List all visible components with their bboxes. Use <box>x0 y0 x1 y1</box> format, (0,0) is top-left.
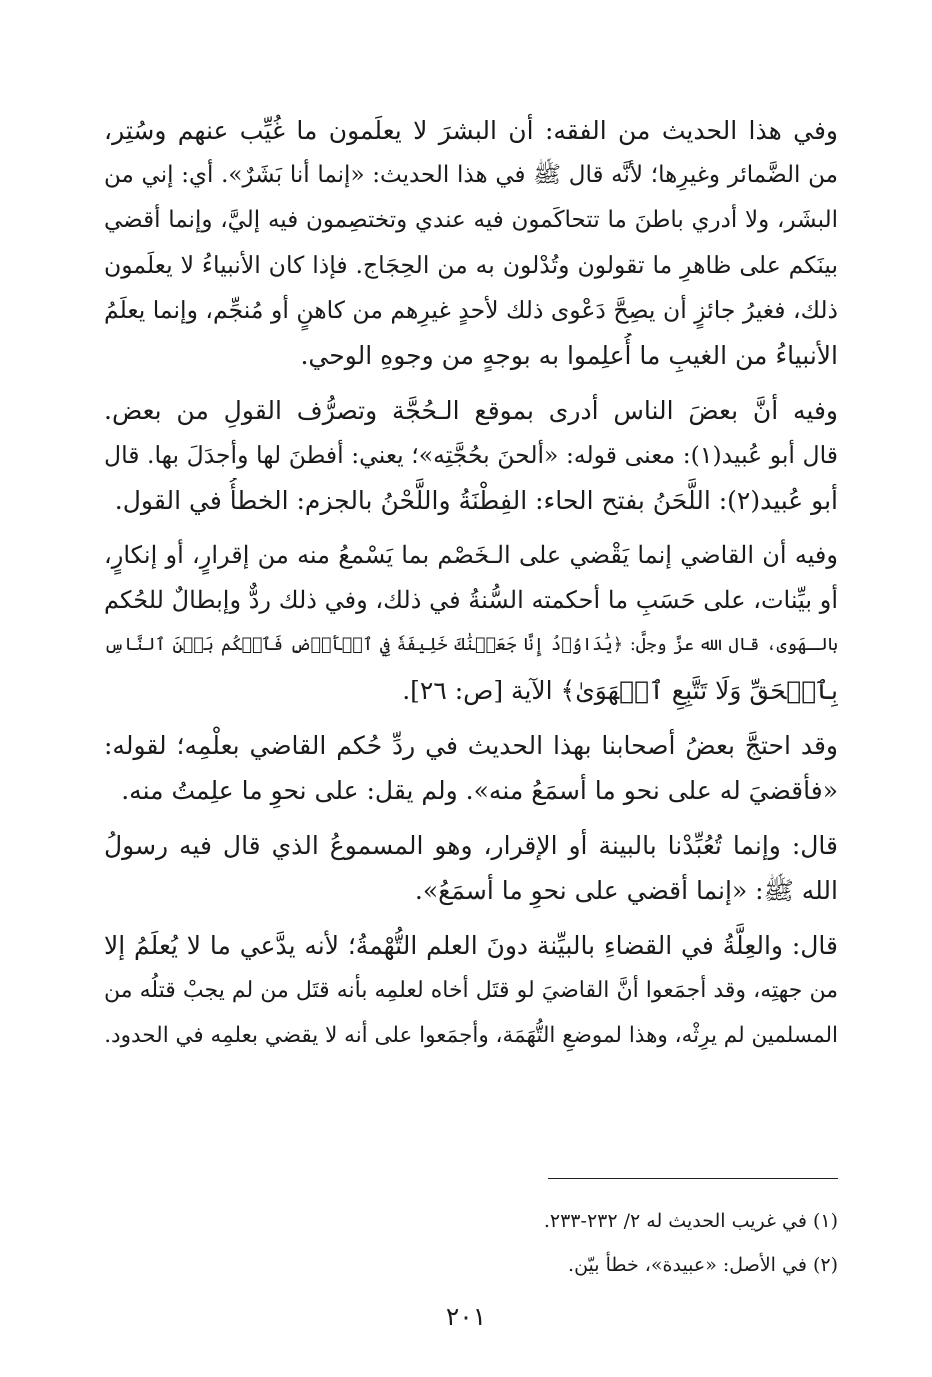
text-line: «فأقضيَ له على نحو ما أسمَعُ منه». ولم يقل: على نحوِ ما علِمتُ منه. <box>121 776 838 805</box>
paragraph-3 <box>104 533 838 713</box>
text-line: الأنبياءُ من الغيبِ ما أُعلِموا به بوجهٍ من وجوهِ الوحي. <box>300 341 838 370</box>
text-line: أو بيِّنات، على حَسَبِ ما أحكمته السُّنةُ في ذلك، وفي ذلك ردٌّ وإبطالٌ للحُكم <box>104 586 838 614</box>
text-line: البشَر، ولا أدري باطنَ ما تتحاكَمون فيه عندي وتختصِمون فيه إليَّ، وإنما أقضي <box>104 207 838 233</box>
text-line: وفيه أنَّ بعضَ الناس أدرى بموقع الـحُجَّة وتصرُّف القولِ من بعض. <box>104 396 838 425</box>
paragraph-4 <box>104 723 838 813</box>
text-line: قال: والعِلَّةُ في القضاءِ بالبيِّنة دونَ العلم التُّهْمةُ؛ لأنه يدَّعي ما لا يُعلَمُ إلا <box>104 931 838 960</box>
text-line: وفيه أن القاضي إنما يَقْضي على الـخَصْم بما يَسْمعُ منه من إقرارٍ، أو إنكارٍ، <box>104 541 838 569</box>
footnote-1: (١) في غريب الحديث له ٢/ ٢٣٢-٢٣٣. <box>543 1210 838 1232</box>
text-line: وفي هذا الحديث من الفقه: أن البشرَ لا يعلَمون ما غُيِّب عنهم وسُتِر، <box>104 116 838 145</box>
text-line: بينَكم على ظاهرِ ما تقولون وتُدْلون به من الحِجَاج. فإذا كان الأنبياءُ لا يعلَمون <box>104 251 838 279</box>
page-number: ٢٠١ <box>445 1302 487 1331</box>
footnote-divider <box>548 1178 838 1179</box>
main-text <box>104 108 838 1068</box>
text-line: قال أبو عُبيد(١): معنى قوله: «ألحنَ بحُجَّتِه»؛ يعني: أفطنَ لها وأجدَلَ بها. قال <box>104 441 838 469</box>
text-line: الله ﷺ: «إنما أقضي على نحوِ ما أسمَعُ». <box>414 876 838 905</box>
text-line: ذلك، فغيرُ جائزٍ أن يصِحَّ دَعْوى ذلك لأحدٍ غيرِهم من كاهنٍ أو مُنجِّم، وإنما يعلَمُ <box>104 296 838 324</box>
paragraph-6 <box>104 923 838 1058</box>
footnote-2: (٢) في الأصل: «عبيدة»، خطأ بيّن. <box>568 1254 838 1276</box>
text-line: من جهتِه، وقد أجمَعوا أنَّ القاضيَ لو قتَل أخاه لعلمِه بأنه قتَل من لم يجبْ قتلُه من <box>104 978 838 1003</box>
text-line: المسلمين لم يرِثْه، وهذا لموضعِ التُّهَمَة، وأجمَعوا على أنه لا يقضي بعلمِه في الحدود. <box>104 1023 838 1048</box>
text-line: أبو عُبيد(٢): اللَّحَنُ بفتح الحاء: الفِطْنَةُ واللَّحْنُ بالجزم: الخطأُ في القول. <box>114 486 838 515</box>
paragraph-2 <box>104 388 838 523</box>
text-line: قال: وإنما تُعُبِّدْنا بالبينة أو الإقرار، وهو المسموعُ الذي قال فيه رسولُ <box>104 831 838 860</box>
text-line: بالـهَوى، قال الله عزَّ وجلَّ: ﴿يَٰدَاوُۥدُ إِنَّا جَعَلۡنَٰكَ خَلِيفَةٗ فِي ٱلۡأَرۡضِ فَٱحۡكُم بَيۡنَ ٱلنَّاسِ <box>104 635 838 655</box>
text-line: من الضَّمائر وغيرِها؛ لأنَّه قال ﷺ في هذا الحديث: «إنما أنا بَشَرٌ». أي: إني من <box>104 162 838 188</box>
text-line: وقد احتجَّ بعضُ أصحابنا بهذا الحديث في ردِّ حُكم القاضي بعلْمِه؛ لقوله: <box>104 731 838 760</box>
paragraph-5 <box>104 823 838 913</box>
paragraph-1 <box>104 108 838 378</box>
text-line: بِٱلۡحَقِّ وَلَا تَتَّبِعِ ٱلۡهَوَىٰ﴾ الآية [ص: ٢٦]. <box>402 676 838 705</box>
